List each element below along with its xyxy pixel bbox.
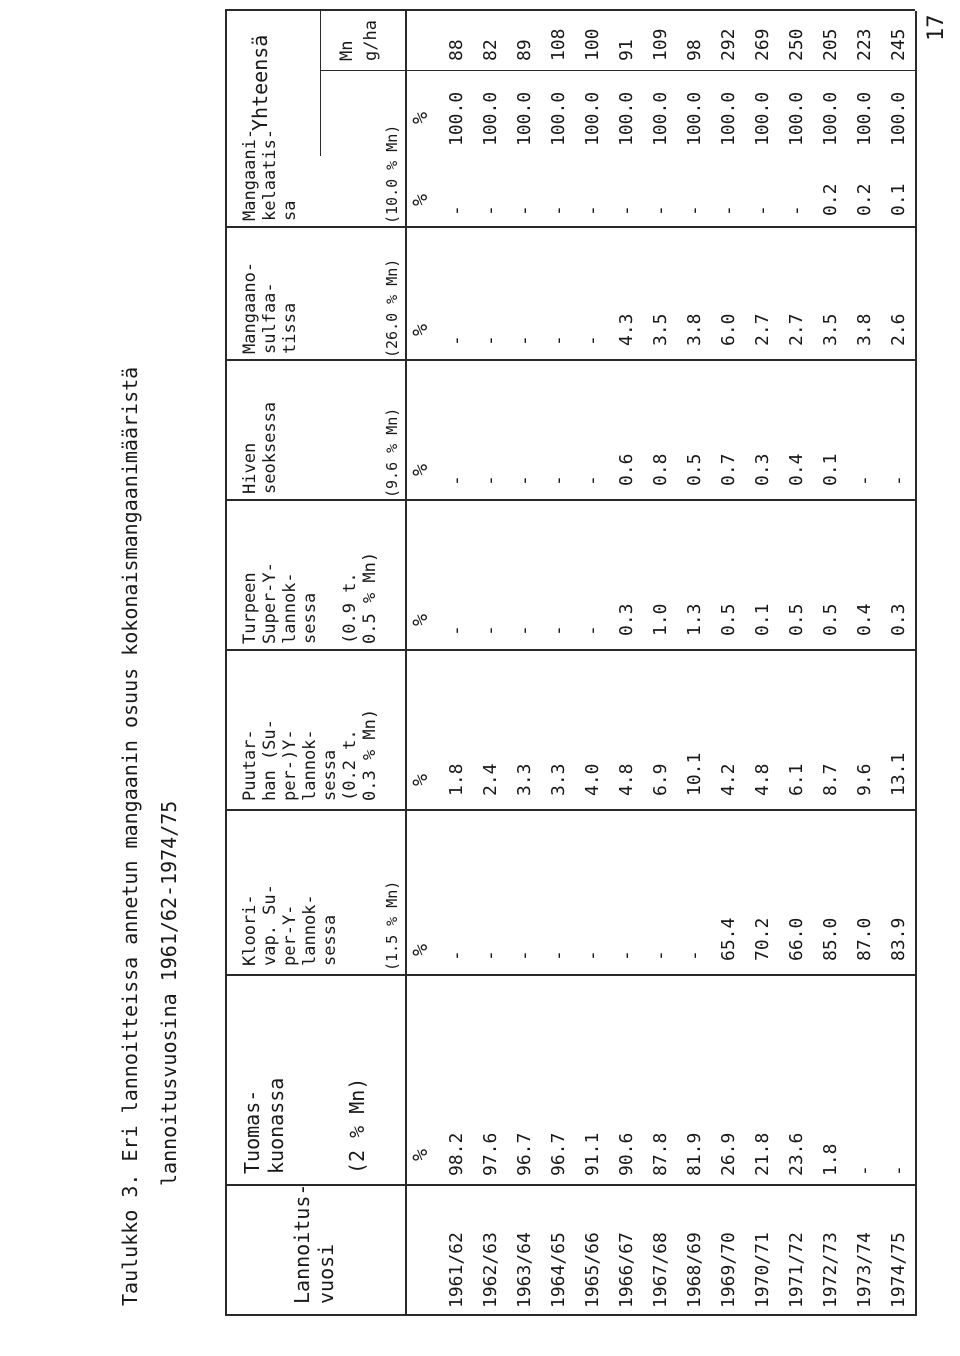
cell-total-percent: 100.0 — [718, 91, 739, 146]
cell-c1: 90.6 — [616, 1132, 637, 1176]
cell-c4: 0.5 — [820, 603, 841, 636]
cell-c4: 0.5 — [718, 603, 739, 636]
row-year: 1973/74 — [854, 1232, 875, 1308]
cell-c7: - — [548, 205, 569, 216]
header-unit-percent: % — [408, 613, 432, 626]
total-subcolumn-divider — [320, 70, 915, 71]
header-unit-percent: % — [408, 323, 432, 336]
cell-c2: - — [582, 950, 603, 961]
cell-c2: - — [616, 950, 637, 961]
column-divider — [225, 226, 915, 228]
cell-c4: - — [446, 625, 467, 636]
table-border-top — [225, 11, 227, 1316]
cell-c7: - — [718, 205, 739, 216]
column-divider — [225, 359, 915, 361]
cell-c7: 0.2 — [854, 183, 875, 216]
column-divider — [225, 499, 915, 501]
cell-c5: - — [514, 475, 535, 486]
cell-c2: - — [650, 950, 671, 961]
row-year: 1971/72 — [786, 1232, 807, 1308]
cell-c5: 0.3 — [752, 453, 773, 486]
cell-c5: - — [480, 475, 501, 486]
cell-c5: 0.7 — [718, 453, 739, 486]
cell-c5: - — [446, 475, 467, 486]
cell-c4: - — [548, 625, 569, 636]
cell-total-percent: 100.0 — [786, 91, 807, 146]
cell-total-percent: 100.0 — [582, 91, 603, 146]
header-thomas-slag: Tuomas- kuonassa — [240, 1077, 288, 1174]
cell-c2: - — [684, 950, 705, 961]
cell-c1: - — [854, 1165, 875, 1176]
cell-c7: - — [684, 205, 705, 216]
cell-c3: 4.8 — [616, 763, 637, 796]
cell-c1: 21.8 — [752, 1132, 773, 1176]
cell-total-percent: 100.0 — [480, 91, 501, 146]
cell-total-percent: 100.0 — [446, 91, 467, 146]
cell-c1: 1.8 — [820, 1143, 841, 1176]
header-unit-percent: % — [408, 1148, 432, 1161]
cell-c1: 91.1 — [582, 1132, 603, 1176]
cell-c2: - — [548, 950, 569, 961]
cell-c4: 1.0 — [650, 603, 671, 636]
cell-c3: 4.2 — [718, 763, 739, 796]
row-year: 1961/62 — [446, 1232, 467, 1308]
cell-c1: 96.7 — [548, 1132, 569, 1176]
cell-c2: 65.4 — [718, 917, 739, 961]
cell-c3: 10.1 — [684, 752, 705, 796]
cell-c1: 96.7 — [514, 1132, 535, 1176]
table-border-right — [225, 9, 915, 11]
header-mn-chelate: Mangaani- kelaatis- sa — [240, 128, 300, 221]
cell-total-percent: 100.0 — [548, 91, 569, 146]
row-year: 1967/68 — [650, 1232, 671, 1308]
header-trace-mix-mn: (9.6 % Mn) — [383, 407, 401, 498]
cell-c2: 83.9 — [888, 917, 909, 961]
row-year: 1974/75 — [888, 1232, 909, 1308]
cell-total-mn: 88 — [446, 39, 467, 61]
header-peat-super: Turpeen Super-Y- lannok- sessa (0.9 t. 0.5 % Mn) — [240, 551, 380, 644]
cell-total-mn: 109 — [650, 28, 671, 61]
row-year: 1970/71 — [752, 1232, 773, 1308]
cell-c7: - — [752, 205, 773, 216]
cell-c6: 3.5 — [650, 313, 671, 346]
cell-c1: - — [888, 1165, 909, 1176]
cell-c3: 2.4 — [480, 763, 501, 796]
row-year: 1969/70 — [718, 1232, 739, 1308]
cell-c5: - — [854, 475, 875, 486]
cell-c4: 1.3 — [684, 603, 705, 636]
total-subheader-divider — [320, 11, 321, 156]
cell-c4: 0.3 — [888, 603, 909, 636]
header-chlorine-free-super-mn: (1.5 % Mn) — [383, 880, 401, 971]
header-thomas-slag-mn: (2 % Mn) — [345, 1077, 369, 1174]
cell-c4: - — [480, 625, 501, 636]
cell-total-mn: 98 — [684, 39, 705, 61]
cell-c2: 66.0 — [786, 917, 807, 961]
cell-c5: 0.1 — [820, 453, 841, 486]
cell-c1: 97.6 — [480, 1132, 501, 1176]
cell-c7: - — [616, 205, 637, 216]
cell-c4: 0.3 — [616, 603, 637, 636]
cell-total-percent: 100.0 — [514, 91, 535, 146]
cell-c6: 3.5 — [820, 313, 841, 346]
cell-c5: - — [582, 475, 603, 486]
row-year: 1966/67 — [616, 1232, 637, 1308]
row-year: 1968/69 — [684, 1232, 705, 1308]
cell-c5: - — [888, 475, 909, 486]
cell-c5: 0.5 — [684, 453, 705, 486]
cell-c3: 4.8 — [752, 763, 773, 796]
cell-c1: 26.9 — [718, 1132, 739, 1176]
cell-c6: - — [480, 335, 501, 346]
cell-total-percent: 100.0 — [820, 91, 841, 146]
cell-total-mn: 269 — [752, 28, 773, 61]
cell-c7: - — [786, 205, 807, 216]
header-trace-mix: Hiven seoksessa — [240, 401, 280, 494]
cell-total-mn: 100 — [582, 28, 603, 61]
row-year: 1965/66 — [582, 1232, 603, 1308]
header-total-unit-percent: % — [408, 111, 432, 124]
cell-c6: 3.8 — [854, 313, 875, 346]
cell-c6: 2.7 — [786, 313, 807, 346]
header-chlorine-free-super: Kloori- vap. Su- per-Y- lannok- sessa — [240, 884, 340, 966]
header-mn-sulfate-mn: (26.0 % Mn) — [383, 258, 401, 358]
cell-total-mn: 245 — [888, 28, 909, 61]
header-unit-percent: % — [408, 463, 432, 476]
cell-c7: - — [514, 205, 535, 216]
cell-c4: 0.5 — [786, 603, 807, 636]
cell-c2: - — [480, 950, 501, 961]
cell-c4: 0.1 — [752, 603, 773, 636]
cell-c1: 23.6 — [786, 1132, 807, 1176]
cell-c6: - — [582, 335, 603, 346]
page-number: 17 — [924, 14, 949, 41]
cell-c1: 81.9 — [684, 1132, 705, 1176]
cell-c6: 3.8 — [684, 313, 705, 346]
cell-c6: - — [548, 335, 569, 346]
column-divider — [225, 809, 915, 811]
cell-total-percent: 100.0 — [854, 91, 875, 146]
cell-c6: - — [514, 335, 535, 346]
header-divider — [405, 11, 407, 1316]
header-unit-percent: % — [408, 193, 432, 206]
cell-total-percent: 100.0 — [888, 91, 909, 146]
row-year: 1963/64 — [514, 1232, 535, 1308]
cell-c4: - — [582, 625, 603, 636]
cell-total-mn: 205 — [820, 28, 841, 61]
cell-c2: 85.0 — [820, 917, 841, 961]
header-year: Lannoitus- vuosi — [290, 1183, 338, 1304]
cell-total-mn: 223 — [854, 28, 875, 61]
cell-total-mn: 292 — [718, 28, 739, 61]
cell-c2: - — [446, 950, 467, 961]
cell-total-percent: 100.0 — [752, 91, 773, 146]
cell-c7: - — [650, 205, 671, 216]
header-total: Yhteensä — [248, 34, 272, 131]
cell-total-mn: 91 — [616, 39, 637, 61]
cell-c3: 8.7 — [820, 763, 841, 796]
cell-total-mn: 89 — [514, 39, 535, 61]
cell-c5: 0.6 — [616, 453, 637, 486]
cell-total-percent: 100.0 — [684, 91, 705, 146]
cell-c3: 3.3 — [548, 763, 569, 796]
cell-c6: 2.6 — [888, 313, 909, 346]
cell-c5: 0.8 — [650, 453, 671, 486]
cell-c6: - — [446, 335, 467, 346]
column-divider — [225, 649, 915, 651]
cell-total-percent: 100.0 — [616, 91, 637, 146]
header-total-unit-mn: Mn g/ha — [337, 20, 381, 61]
row-year: 1964/65 — [548, 1232, 569, 1308]
table-border-bottom — [915, 11, 917, 1316]
cell-c2: 70.2 — [752, 917, 773, 961]
cell-c3: 6.9 — [650, 763, 671, 796]
cell-c3: 13.1 — [888, 752, 909, 796]
header-mn-chelate-mn: (10.0 % Mn) — [383, 124, 401, 224]
cell-c6: 2.7 — [752, 313, 773, 346]
cell-c3: 9.6 — [854, 763, 875, 796]
header-unit-percent: % — [408, 943, 432, 956]
header-garden-super: Puutar- han (Su- per-)Y- lannok- sessa (0.2 t. 0.3 % Mn) — [240, 708, 380, 801]
cell-c7: 0.2 — [820, 183, 841, 216]
header-mn-sulfate: Mangaano- sulfaa- tissa — [240, 261, 300, 354]
cell-total-mn: 108 — [548, 28, 569, 61]
cell-c3: 4.0 — [582, 763, 603, 796]
cell-c5: 0.4 — [786, 453, 807, 486]
caption-line-2: lannoitusvuosina 1961/62-1974/75 — [157, 800, 181, 1186]
row-year: 1972/73 — [820, 1232, 841, 1308]
row-year: 1962/63 — [480, 1232, 501, 1308]
caption-line-1: Taulukko 3. Eri lannoitteissa annetun mangaanin osuus kokonaismangaanimääristä — [118, 366, 142, 1306]
cell-c3: 1.8 — [446, 763, 467, 796]
header-unit-percent: % — [408, 773, 432, 786]
cell-c1: 87.8 — [650, 1132, 671, 1176]
cell-total-mn: 250 — [786, 28, 807, 61]
cell-c6: 4.3 — [616, 313, 637, 346]
cell-c4: - — [514, 625, 535, 636]
table-border-left — [225, 1314, 915, 1316]
cell-c2: - — [514, 950, 535, 961]
cell-c4: 0.4 — [854, 603, 875, 636]
cell-total-percent: 100.0 — [650, 91, 671, 146]
cell-c7: 0.1 — [888, 183, 909, 216]
cell-c1: 98.2 — [446, 1132, 467, 1176]
cell-c7: - — [582, 205, 603, 216]
cell-total-mn: 82 — [480, 39, 501, 61]
cell-c2: 87.0 — [854, 917, 875, 961]
column-divider — [225, 974, 915, 976]
cell-c3: 6.1 — [786, 763, 807, 796]
cell-c5: - — [548, 475, 569, 486]
cell-c7: - — [480, 205, 501, 216]
cell-c3: 3.3 — [514, 763, 535, 796]
cell-c6: 6.0 — [718, 313, 739, 346]
cell-c7: - — [446, 205, 467, 216]
